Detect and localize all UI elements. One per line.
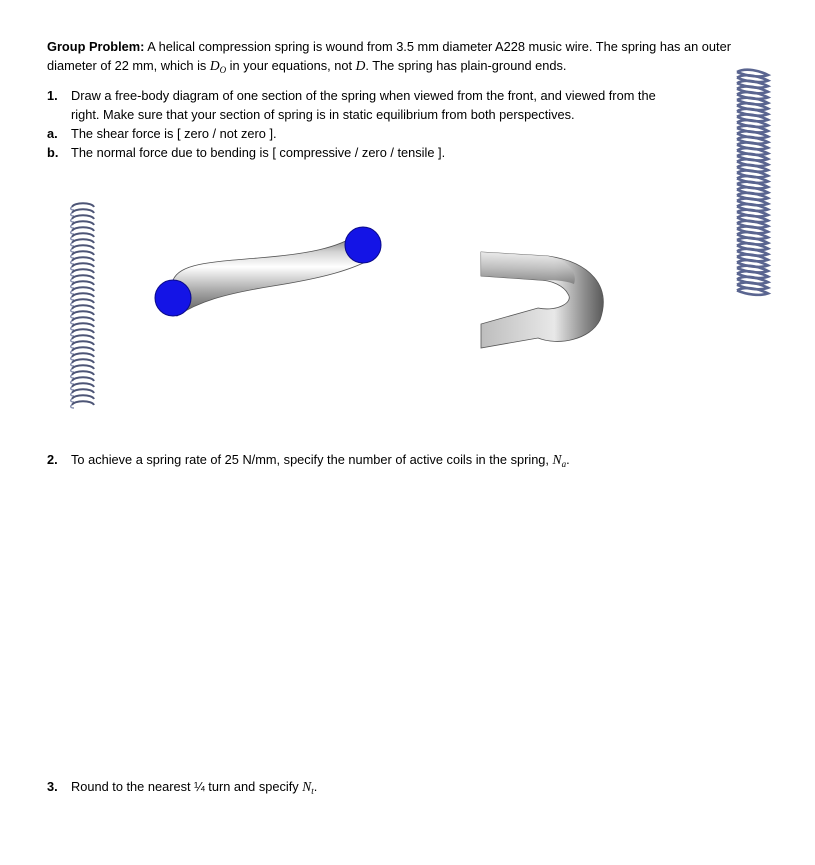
spring-coil-turn	[72, 395, 94, 399]
spring-coil-turn	[72, 371, 94, 375]
spring-coil-turn	[72, 329, 94, 333]
group-problem-label: Group Problem:	[47, 39, 145, 54]
spring-coil-turn	[72, 227, 94, 231]
spring-coil-edge	[71, 321, 74, 324]
spring-coil-turn	[72, 233, 94, 237]
spring-coil-edge	[71, 399, 74, 402]
spring-isometric-figure	[734, 66, 774, 306]
spring-coil-turn	[72, 335, 94, 339]
spring-coil-edge	[71, 297, 74, 300]
spring-coil-edge	[71, 285, 74, 288]
intro-line-2: diameter of 22 mm, which is $D_O$ in your equations, not D. The spring has plain-ground ends.	[47, 58, 567, 75]
spring-coil-turn	[72, 311, 94, 315]
spring-coil-turn	[72, 269, 94, 273]
spring-coil-turn	[72, 353, 94, 357]
spring-section-right-view	[478, 246, 618, 356]
spring-coil-turn	[72, 275, 94, 279]
wire-bend-upper-arm	[481, 252, 575, 284]
spring-side-view-figure	[68, 200, 100, 410]
spring-coil-edge	[71, 249, 74, 252]
spring-coil-edge	[71, 369, 74, 372]
spring-coil-turn	[72, 359, 94, 363]
wire-cross-section-left	[155, 280, 191, 316]
spring-coil-turn	[72, 257, 94, 261]
spring-coil-edge	[71, 207, 74, 210]
spring-coil-edge	[71, 363, 74, 366]
spring-coils	[737, 70, 768, 295]
spring-coil-turn	[72, 215, 94, 219]
spring-coil-edge	[71, 255, 74, 258]
spring-coil-edge	[71, 351, 74, 354]
spring-coil-turn	[72, 299, 94, 303]
spring-coil-turn	[72, 383, 94, 387]
spring-coil-edge	[71, 345, 74, 348]
spring-coil-edge	[71, 333, 74, 336]
spring-coil-turn	[72, 221, 94, 225]
spring-coil-edge	[71, 375, 74, 378]
spring-coil-turn	[72, 203, 94, 207]
spring-section-front-view	[148, 220, 398, 330]
spring-coil-edge	[71, 309, 74, 312]
spring-coil-edge	[71, 405, 74, 408]
spring-coil-edge	[71, 213, 74, 216]
spring-coil-edge	[71, 339, 74, 342]
spring-coil-edge	[71, 243, 74, 246]
spring-coil-edge	[71, 387, 74, 390]
spring-coil-edge	[71, 273, 74, 276]
spring-coil-turn	[72, 251, 94, 255]
spring-coils	[71, 203, 94, 408]
spring-coil-edge	[71, 231, 74, 234]
spring-coil-edge	[71, 219, 74, 222]
spring-coil-turn	[72, 305, 94, 309]
spring-coil-edge	[71, 357, 74, 360]
spring-coil-edge	[71, 303, 74, 306]
spring-coil-turn	[72, 323, 94, 327]
spring-coil-edge	[71, 291, 74, 294]
spring-coil-turn	[72, 263, 94, 267]
spring-coil-edge	[71, 267, 74, 270]
spring-coil-turn	[72, 239, 94, 243]
intro-paragraph	[47, 37, 767, 80]
spring-coil-turn	[72, 365, 94, 369]
intro-line-1: Group Problem: A helical compression spring is wound from 3.5 mm diameter A228 music wire. The spring has an outer	[47, 39, 731, 54]
spring-coil-edge	[71, 393, 74, 396]
spring-coil-edge	[71, 279, 74, 282]
spring-coil-turn	[72, 401, 94, 405]
spring-coil-edge	[71, 225, 74, 228]
spring-coil-edge	[71, 315, 74, 318]
spring-coil-edge	[71, 327, 74, 330]
spring-coil-edge	[71, 381, 74, 384]
spring-coil-turn	[72, 281, 94, 285]
spring-coil-turn	[72, 341, 94, 345]
spring-coil-edge	[71, 237, 74, 240]
spring-coil-turn	[72, 347, 94, 351]
spring-coil-turn	[72, 245, 94, 249]
spring-coil-turn	[72, 389, 94, 393]
spring-coil-edge	[71, 261, 74, 264]
wire-cross-section-right	[345, 227, 381, 263]
spring-coil-turn	[72, 287, 94, 291]
spring-coil-turn	[72, 317, 94, 321]
spring-coil-turn	[72, 209, 94, 213]
spring-coil-turn	[72, 377, 94, 381]
spring-coil-turn	[72, 293, 94, 297]
